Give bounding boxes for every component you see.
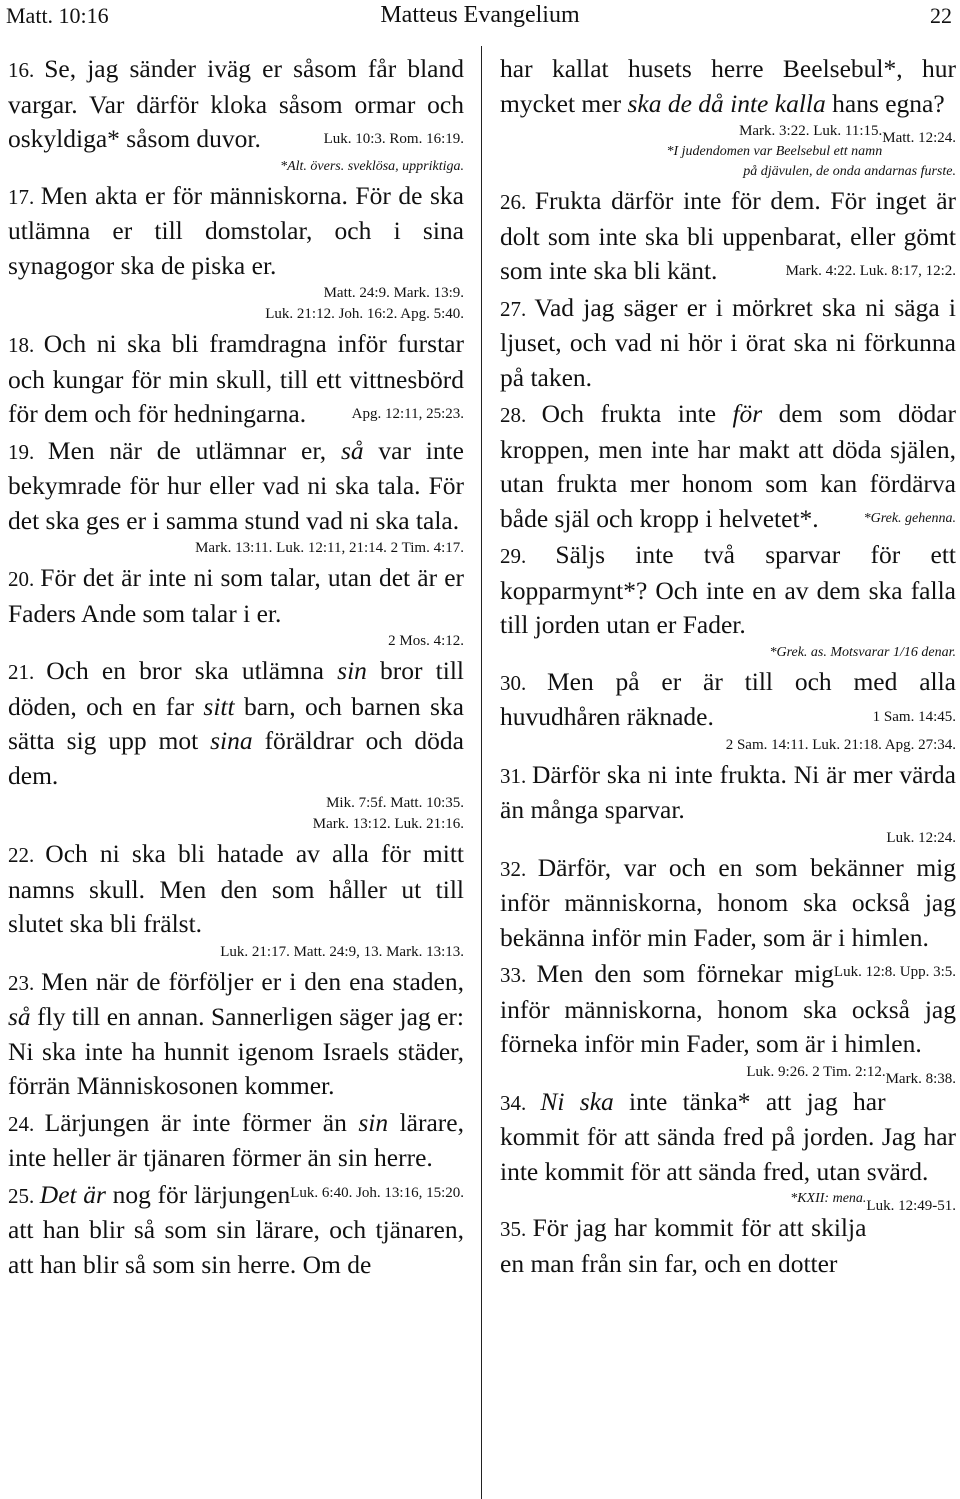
verse-segment: har kallat husets herre Beelsebul*, hur mycket mer (500, 54, 956, 118)
verse (8, 52, 464, 177)
verse-segment: Och ni ska bli hatade av alla för mitt namns skull. Men den som håller ut till slutet ska bli frälst. (8, 839, 464, 938)
verse-number: 24. (8, 1111, 45, 1136)
verse-segment: Men när de förföljer er i den ena staden, (41, 966, 464, 996)
verse-segment: lärare, inte heller är tjänaren förmer än sin herre. (8, 1107, 464, 1172)
cross-reference: Luk. 12:8. Upp. 3:5. (833, 964, 956, 980)
verse-segment: Och frukta inte (541, 399, 733, 428)
verse-segment: Men den som förnekar mig inför människorna, honom ska också jag förneka inför min Fader, som är i himlen. (500, 959, 956, 1058)
emphasis-text: sina (210, 726, 253, 755)
verse-number: 19. (8, 439, 48, 464)
verse-segment: hans egna? (825, 88, 945, 118)
verse (500, 52, 956, 182)
cross-reference: Matt. 12:24. (882, 130, 956, 146)
footnote: *I judendomen var Beelsebul ett namn (666, 144, 883, 159)
verse (8, 327, 464, 432)
verse-segment: Men på er är till och med alla huvudhåren räknade. (500, 666, 957, 731)
verse-text (500, 397, 956, 536)
left-column (8, 52, 464, 1284)
verse-segment: var inte bekymrade för hur eller vad ni ska tala. För det ska ges er i samma stund vad ni ska tala. (8, 435, 464, 535)
verse-text (500, 184, 956, 289)
header-book-title: Matteus Evangelium (380, 2, 580, 28)
footnote: *Grek. as. Motsvarar 1/16 denar. (769, 644, 956, 660)
verse-segment: Och ni ska bli framdragna inför furstar och kungar för min skull, till ett vittnesbörd för dem och för hedningarna. (8, 329, 464, 428)
emphasis-text: för (732, 399, 763, 428)
verse-segment: Säljs inte två sparvar för ett kopparmynt*? Och inte en av dem ska falla till jorden utan er Fader. (500, 540, 957, 639)
verse-number: 16. (8, 58, 45, 82)
verse-text (500, 291, 956, 396)
verse-text (8, 965, 464, 1104)
verse-number: 31. (500, 763, 533, 788)
verse-segment: Lärjungen är inte förmer än (44, 1107, 359, 1137)
verse-text (8, 52, 464, 157)
verse (8, 434, 464, 560)
emphasis-text: sitt (203, 691, 235, 721)
verse-segment: föräldrar och döda dem. (8, 726, 464, 790)
verse-number: 28. (500, 403, 542, 427)
verse-number: 34. (500, 1090, 541, 1115)
verse (8, 654, 464, 835)
verse (8, 561, 464, 652)
verse-number: 30. (500, 670, 547, 695)
verse (8, 837, 464, 963)
verse-text (8, 327, 464, 432)
verse-number: 32. (500, 856, 538, 881)
verse-segment: Se, jag sänder iväg er såsom får bland vargar. Var därför kloka såsom ormar och oskyldiga* såsom duvor. (8, 54, 464, 153)
cross-reference: 1 Sam. 14:45. (872, 709, 956, 725)
cross-reference: Luk. 21:17. Matt. 24:9, 13. Mark. 13:13. (220, 943, 464, 960)
emphasis-text: sin (337, 656, 367, 685)
verse-number: 27. (500, 296, 535, 321)
verse-segment: För jag har kommit för att skilja en man från sin far, och en dotter (500, 1213, 867, 1278)
verse (500, 665, 956, 756)
verse-segment: nog för lärjungen att han blir så som sin lärare, och tjänaren, att han blir så som sin herre. Om de (8, 1179, 464, 1279)
cross-reference: Luk. 9:26. 2 Tim. 2:12. (746, 1063, 886, 1080)
emphasis-text: Ni ska (540, 1086, 614, 1116)
verse-segment: dem som dödar kroppen, men inte har makt att döda själen, utan frukta mer honom som kan fördärva både själ och kropp i helvetet*. (500, 399, 956, 533)
verse-number: 23. (8, 970, 42, 995)
cross-reference: Apg. 12:11, 25:23. (351, 406, 464, 422)
verse-number: 22. (8, 843, 46, 867)
cross-reference: Matt. 24:9. Mark. 13:9. (323, 285, 464, 301)
emphasis-text: så (340, 435, 364, 465)
verse-number: 35. (500, 1217, 533, 1241)
verse-segment: Vad jag säger er i mörkret ska ni säga i ljuset, och vad ni hör i örat ska ni förkunna på taken. (500, 292, 957, 392)
verse (500, 397, 956, 536)
verse-segment: inte tänka* att jag har kommit för att sända fred på jorden. Jag har inte kommit för att sända fred, utan svärd. (500, 1086, 956, 1186)
cross-reference: Luk. 21:12. Joh. 16:2. Apg. 5:40. (265, 306, 464, 322)
verse-text (8, 179, 464, 284)
verse-text (8, 561, 464, 631)
footnote: *KXII: mena. (790, 1191, 867, 1206)
footnote: *Grek. gehenna. (863, 510, 956, 526)
verse-number: 21. (8, 660, 47, 684)
verse-text (8, 837, 464, 942)
verse-number: 25. (8, 1183, 40, 1208)
verse-number: 18. (8, 333, 44, 357)
cross-reference: 2 Sam. 14:11. Luk. 21:18. Apg. 27:34. (725, 736, 956, 753)
emphasis-text: så (8, 1002, 31, 1031)
verse-number: 26. (500, 190, 535, 214)
verse-segment: fly till en annan. Sannerligen säger jag er: Ni ska inte ha hunnit igenom Israels städer, förrän Människosonen kommer. (8, 1002, 464, 1100)
verse-segment: Och en bror ska utlämna (46, 656, 338, 685)
header-reference: Matt. 10:16 (6, 3, 109, 28)
verse (500, 1085, 956, 1214)
verse (500, 291, 956, 396)
cross-reference: Mark. 3:22. Luk. 11:15. (739, 123, 883, 139)
cross-reference: Luk. 10:3. Rom. 16:19. (323, 131, 464, 147)
page-header (0, 0, 960, 34)
verse-text (8, 434, 464, 539)
verse (500, 758, 956, 849)
cross-reference: Luk. 12:24. (886, 829, 956, 846)
emphasis-text: sin (358, 1107, 389, 1137)
cross-reference: Luk. 12:49-51. (866, 1198, 956, 1214)
verse-segment: För det är inte ni som talar, utan det är er Faders Ande som talar i er. (8, 563, 465, 628)
footnote: på djävulen, de onda andarnas furste. (743, 164, 956, 179)
verse-text (8, 654, 464, 793)
verse-segment: Därför, var och en som bekänner mig inför människorna, honom ska också jag bekänna inför min Fader, som är i himlen. (500, 852, 956, 952)
cross-reference: Mark. 13:11. Luk. 12:11, 21:14. 2 Tim. 4:17. (195, 540, 464, 556)
verse-text (500, 538, 956, 643)
footnote: *Alt. övers. sveklösa, uppriktiga. (280, 158, 464, 174)
verse-number: 20. (8, 567, 41, 591)
verse-text (500, 665, 956, 735)
cross-reference: Mark. 4:22. Luk. 8:17, 12:2. (785, 263, 956, 279)
right-column (500, 52, 956, 1283)
verse (500, 184, 956, 289)
verse-number: 17. (8, 184, 41, 209)
cross-reference: Mark. 8:38. (885, 1070, 956, 1087)
verse-segment: Därför ska ni inte frukta. Ni är mer värda än många sparvar. (500, 759, 956, 824)
emphasis-text: Det är (39, 1179, 106, 1209)
emphasis-text: ska de då inte kalla (627, 88, 826, 118)
verse (500, 538, 956, 663)
verse-segment: barn, och barnen ska sätta sig upp mot (8, 691, 464, 755)
verse (8, 179, 464, 326)
verse-number: 29. (500, 544, 556, 568)
verse-segment: Men akta er för människorna. För de ska utlämna er till domstolar, och i sina synagogor ska de piska er. (8, 180, 465, 280)
verse-segment: Men när de utlämnar er, (47, 435, 341, 465)
cross-reference: Mark. 13:12. Luk. 21:16. (312, 816, 464, 832)
column-divider (481, 46, 482, 1499)
verse-text (500, 758, 956, 828)
verse-number: 33. (500, 963, 537, 987)
verse-segment: bror till döden, och en far (8, 656, 465, 721)
verse (8, 965, 464, 1104)
cross-reference: 2 Mos. 4:12. (388, 633, 464, 649)
cross-reference: Mik. 7:5f. Matt. 10:35. (326, 795, 464, 811)
cross-reference: Luk. 6:40. Joh. 13:16, 15:20. (290, 1184, 464, 1201)
verse-segment: Frukta därför inte för dem. För inget är dolt som inte ska bli uppenbarat, eller gömt som inte ska bli känt. (500, 186, 957, 285)
header-page-number: 22 (930, 3, 952, 28)
